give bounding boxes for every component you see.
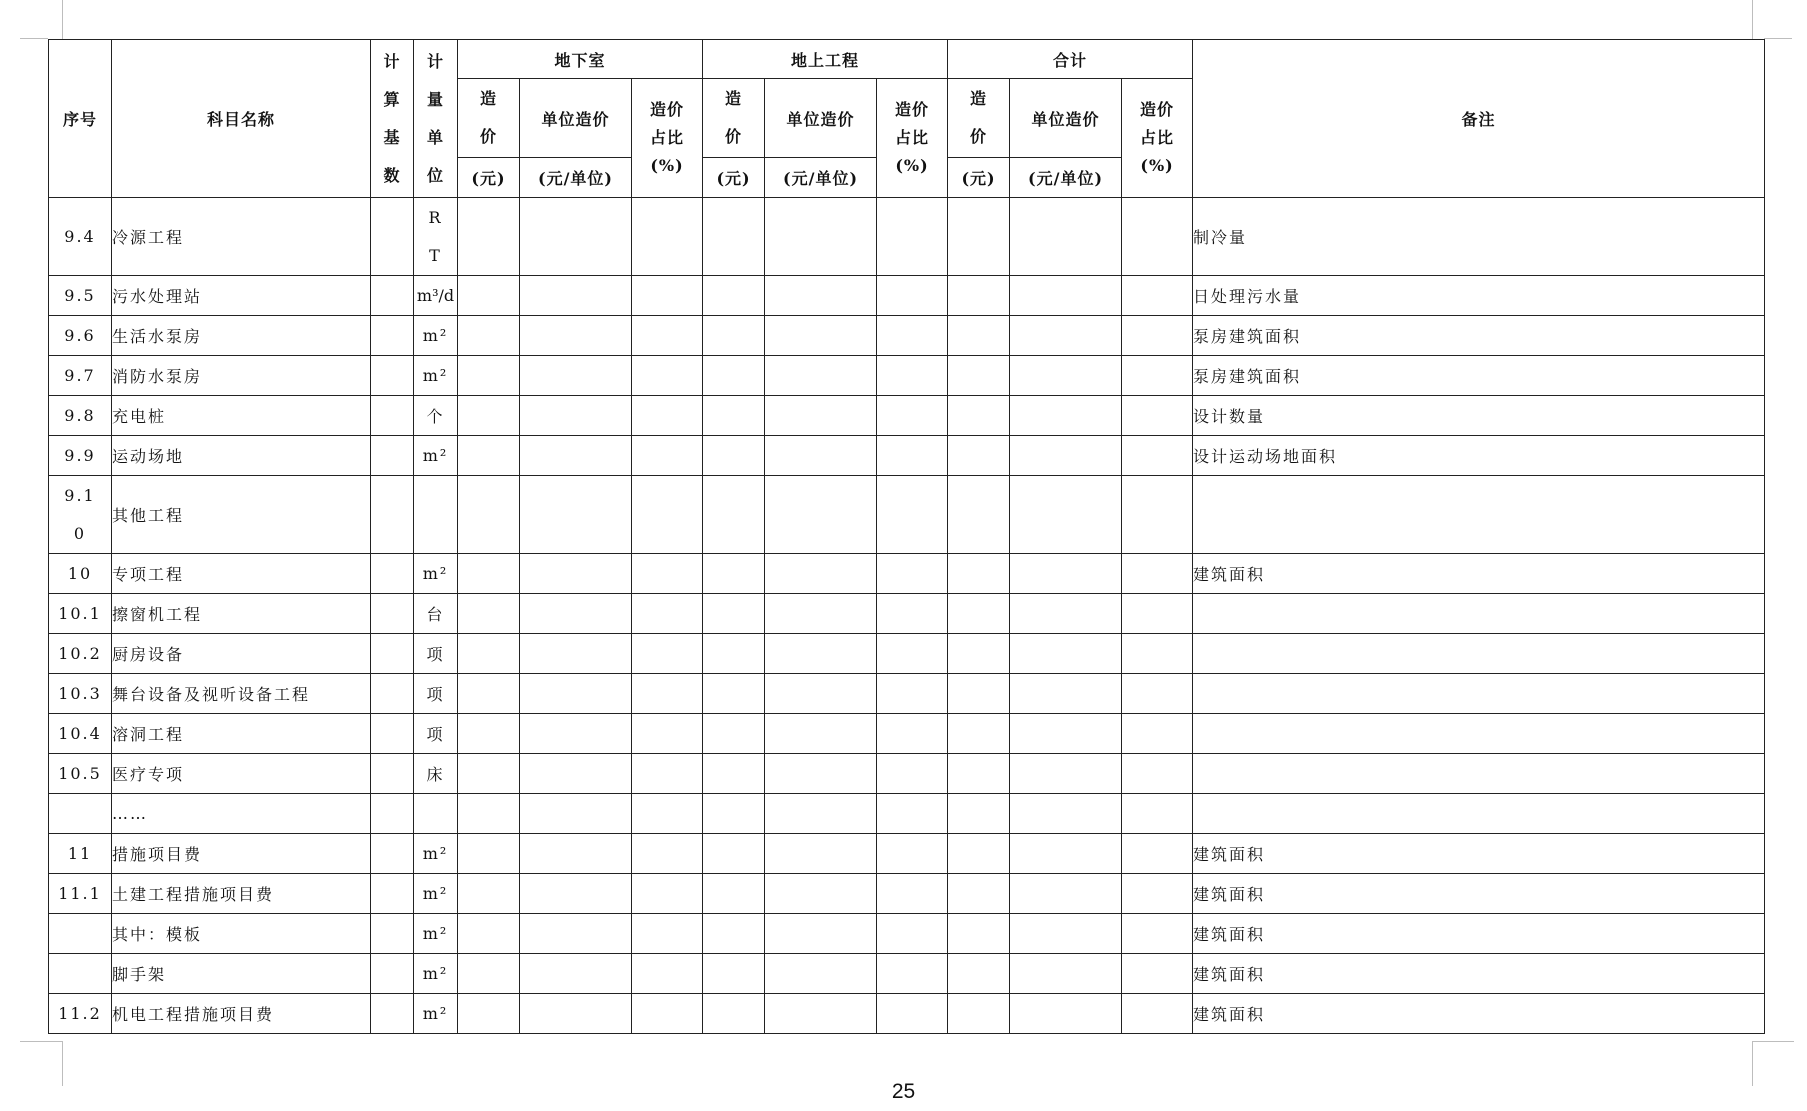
table-row <box>49 554 1765 594</box>
row-subject: 其中：模板 <box>112 914 371 954</box>
row-remark: 泵房建筑面积 <box>1193 316 1765 356</box>
table-row <box>49 834 1765 874</box>
header-cost-unit: (元) <box>703 158 765 198</box>
row-number: 9.4 <box>49 198 112 276</box>
row-unit: m² <box>414 436 458 476</box>
table-row <box>49 994 1765 1034</box>
table-row <box>49 634 1765 674</box>
header-cost-unit: (元) <box>458 158 520 198</box>
row-remark: 建筑面积 <box>1193 954 1765 994</box>
row-subject: 生活水泵房 <box>112 316 371 356</box>
row-number: 9.6 <box>49 316 112 356</box>
header-total: 合计 <box>948 40 1193 79</box>
crop-mark <box>1764 38 1792 39</box>
header-unit-cost-unit: (元/单位) <box>520 158 632 198</box>
row-remark: 建筑面积 <box>1193 874 1765 914</box>
row-remark <box>1193 754 1765 794</box>
row-subject: 污水处理站 <box>112 276 371 316</box>
table-body <box>49 198 1765 1034</box>
row-subject: 充电桩 <box>112 396 371 436</box>
row-number: 10.5 <box>49 754 112 794</box>
header-above-ground: 地上工程 <box>703 40 948 79</box>
header-share: 造价占比 (%) <box>632 79 703 198</box>
row-unit: 台 <box>414 594 458 634</box>
header-cost-unit: (元) <box>948 158 1010 198</box>
header-cost: 造价 <box>703 79 765 158</box>
header-basement: 地下室 <box>458 40 703 79</box>
table-row <box>49 794 1765 834</box>
row-remark: 制冷量 <box>1193 198 1765 276</box>
row-remark <box>1193 794 1765 834</box>
row-number: 11.2 <box>49 994 112 1034</box>
row-unit: 项 <box>414 634 458 674</box>
crop-mark <box>1752 1041 1794 1042</box>
row-subject: 擦窗机工程 <box>112 594 371 634</box>
row-unit: m² <box>414 834 458 874</box>
row-unit <box>414 794 458 834</box>
row-number: 10.1 <box>49 594 112 634</box>
row-unit: 项 <box>414 674 458 714</box>
row-unit: 床 <box>414 754 458 794</box>
row-remark: 建筑面积 <box>1193 834 1765 874</box>
header-unit-cost-unit: (元/单位) <box>1010 158 1122 198</box>
crop-mark <box>62 0 63 39</box>
row-unit: m² <box>414 954 458 994</box>
header-share: 造价占比 (%) <box>1122 79 1193 198</box>
row-unit: m² <box>414 356 458 396</box>
row-subject: 土建工程措施项目费 <box>112 874 371 914</box>
header-calc-base: 计算基数 <box>371 40 414 198</box>
row-subject: 消防水泵房 <box>112 356 371 396</box>
row-number: 10.2 <box>49 634 112 674</box>
row-number: 10.4 <box>49 714 112 754</box>
table-row <box>49 198 1765 276</box>
header-unit-cost: 单位造价 <box>520 79 632 158</box>
row-unit: RT <box>414 198 458 276</box>
row-remark: 建筑面积 <box>1193 994 1765 1034</box>
table-row <box>49 316 1765 356</box>
table-row <box>49 674 1765 714</box>
table-row <box>49 954 1765 994</box>
row-number: 11 <box>49 834 112 874</box>
row-number: 9.7 <box>49 356 112 396</box>
row-subject: 医疗专项 <box>112 754 371 794</box>
row-remark <box>1193 634 1765 674</box>
row-number: 11.1 <box>49 874 112 914</box>
row-subject: 机电工程措施项目费 <box>112 994 371 1034</box>
row-subject: 冷源工程 <box>112 198 371 276</box>
crop-mark <box>20 1041 62 1042</box>
header-share: 造价占比 (%) <box>877 79 948 198</box>
header-remarks: 备注 <box>1193 40 1765 198</box>
row-subject: 其他工程 <box>112 476 371 554</box>
cost-index-table <box>48 39 1765 1034</box>
row-number: 10.3 <box>49 674 112 714</box>
header-cost: 造价 <box>948 79 1010 158</box>
crop-mark <box>1752 0 1753 39</box>
row-number <box>49 914 112 954</box>
header-unit-cost-unit: (元/单位) <box>765 158 877 198</box>
row-unit: m² <box>414 316 458 356</box>
table-row <box>49 714 1765 754</box>
row-number: 9.5 <box>49 276 112 316</box>
table-row <box>49 594 1765 634</box>
crop-mark <box>20 38 48 39</box>
table-row <box>49 914 1765 954</box>
row-remark: 建筑面积 <box>1193 554 1765 594</box>
row-unit: 个 <box>414 396 458 436</box>
row-subject: 运动场地 <box>112 436 371 476</box>
row-subject: 措施项目费 <box>112 834 371 874</box>
row-subject: …… <box>112 794 371 834</box>
row-number <box>49 954 112 994</box>
row-remark: 建筑面积 <box>1193 914 1765 954</box>
row-unit <box>414 476 458 554</box>
header-seq: 序号 <box>49 40 112 198</box>
row-subject: 脚手架 <box>112 954 371 994</box>
table-row <box>49 754 1765 794</box>
header-subject: 科目名称 <box>112 40 371 198</box>
header-unit: 计量单位 <box>414 40 458 198</box>
row-remark: 设计数量 <box>1193 396 1765 436</box>
row-subject: 专项工程 <box>112 554 371 594</box>
row-unit: m² <box>414 874 458 914</box>
row-remark: 设计运动场地面积 <box>1193 436 1765 476</box>
row-remark <box>1193 476 1765 554</box>
row-remark: 泵房建筑面积 <box>1193 356 1765 396</box>
table-row <box>49 356 1765 396</box>
table-row <box>49 874 1765 914</box>
row-remark: 日处理污水量 <box>1193 276 1765 316</box>
header-cost: 造价 <box>458 79 520 158</box>
header-unit-cost: 单位造价 <box>765 79 877 158</box>
row-unit: m² <box>414 554 458 594</box>
row-unit: m² <box>414 914 458 954</box>
row-number: 9.8 <box>49 396 112 436</box>
table-row <box>49 396 1765 436</box>
row-remark <box>1193 674 1765 714</box>
table-row <box>49 276 1765 316</box>
row-number: 10 <box>49 554 112 594</box>
header-unit-cost: 单位造价 <box>1010 79 1122 158</box>
row-unit: m² <box>414 994 458 1034</box>
row-unit: m³/d <box>414 276 458 316</box>
row-remark <box>1193 714 1765 754</box>
row-remark <box>1193 594 1765 634</box>
row-subject: 厨房设备 <box>112 634 371 674</box>
page-number: 25 <box>891 1080 916 1103</box>
row-number <box>49 794 112 834</box>
row-unit: 项 <box>414 714 458 754</box>
row-subject: 舞台设备及视听设备工程 <box>112 674 371 714</box>
row-number: 9.9 <box>49 436 112 476</box>
table-row <box>49 436 1765 476</box>
table-row <box>49 476 1765 554</box>
row-subject: 溶洞工程 <box>112 714 371 754</box>
row-number: 9.10 <box>49 476 112 554</box>
